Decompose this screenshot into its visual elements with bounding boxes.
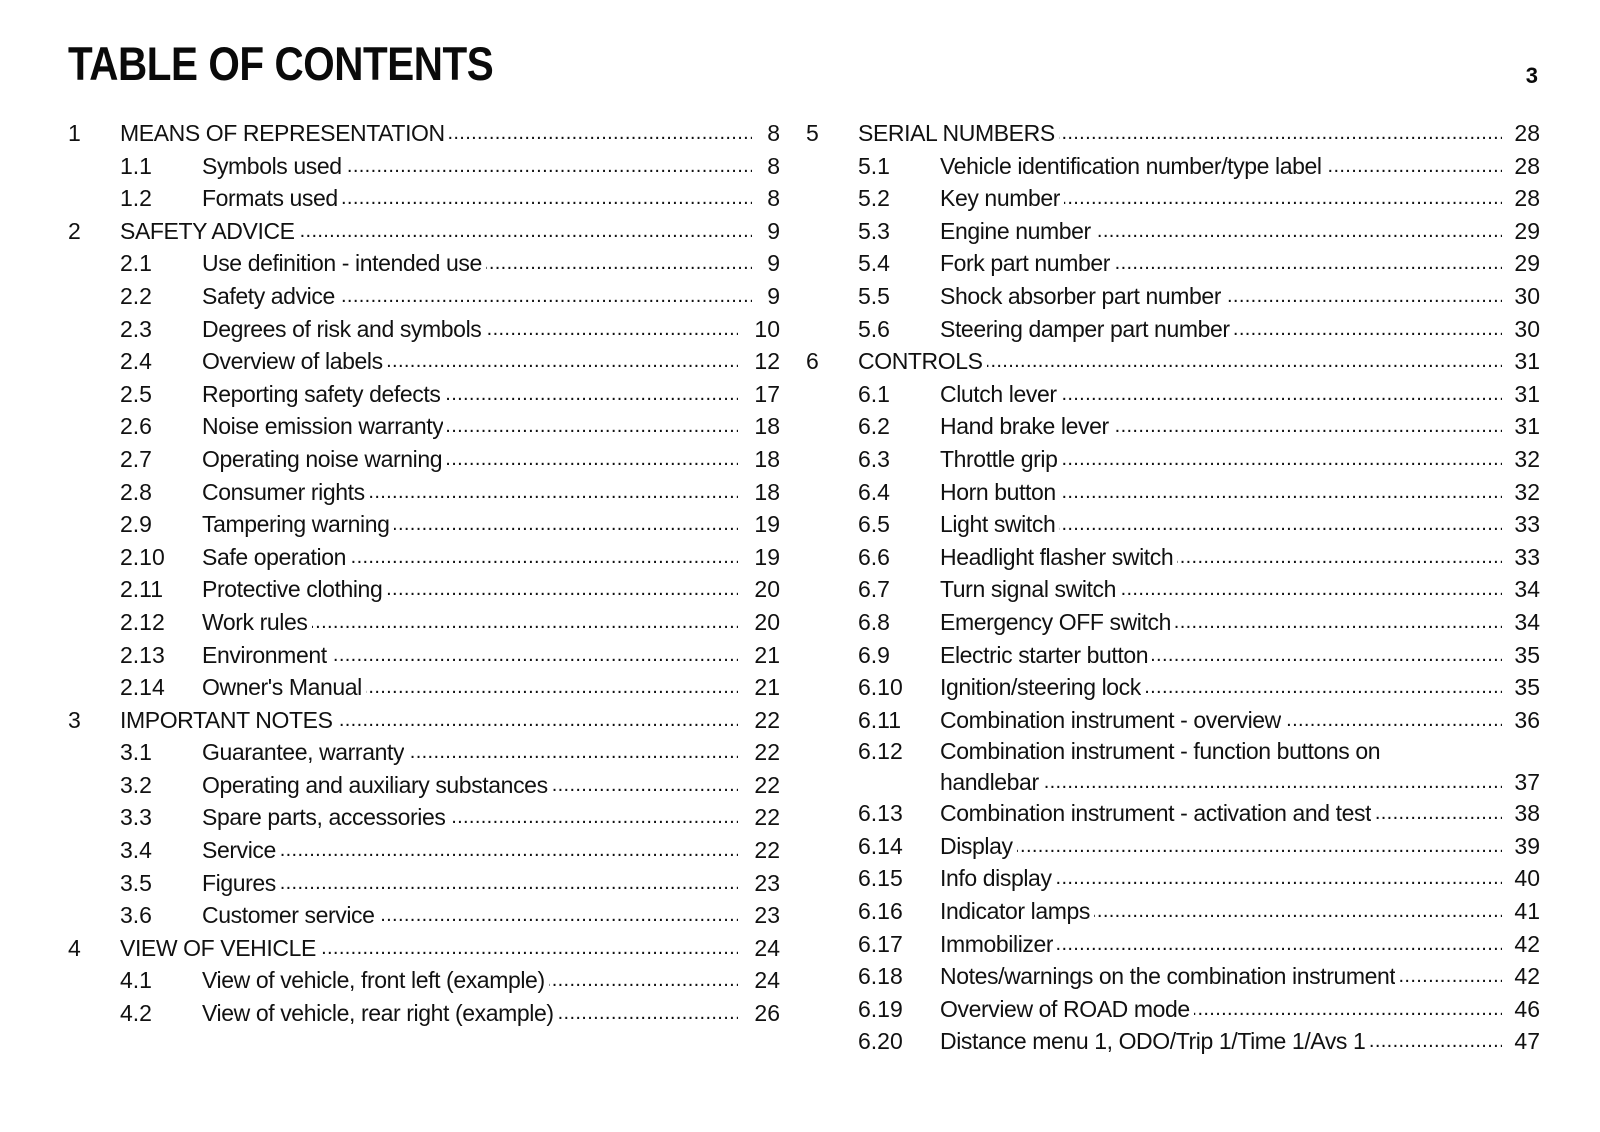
toc-entry-3-3[interactable] (68, 801, 780, 834)
dot-leader (1056, 862, 1502, 895)
page-ref: 46 (1514, 995, 1540, 1022)
section-title: SERIAL NUMBERS (858, 120, 1055, 146)
page-ref: 33 (1514, 511, 1540, 538)
dot-leader (386, 573, 738, 606)
page-ref: 8 (767, 185, 780, 212)
section-number: 3 (68, 706, 81, 733)
section-title: Light switch (940, 511, 1056, 538)
toc-entry-1-1[interactable] (68, 150, 780, 183)
toc-entry-3-4[interactable] (68, 834, 780, 867)
dot-leader (1225, 280, 1502, 313)
page-ref: 24 (754, 934, 780, 961)
dot-leader (1064, 182, 1502, 215)
section-title: Vehicle identification number/type label (940, 152, 1322, 179)
toc-entry-2-11[interactable] (68, 573, 780, 606)
section-title: Symbols used (202, 152, 342, 179)
section-title-continued: handlebar (940, 768, 1039, 795)
section-number: 2.5 (120, 380, 152, 407)
section-number: 6.18 (858, 963, 903, 990)
page-ref: 31 (1514, 380, 1540, 407)
section-number: 6.19 (858, 995, 903, 1022)
section-title: Horn button (940, 478, 1056, 505)
section-number: 2.14 (120, 674, 165, 701)
dot-leader (280, 867, 738, 900)
toc-entry-6-4[interactable] (806, 476, 1540, 509)
dot-leader (1062, 443, 1502, 476)
section-title: Engine number (940, 217, 1091, 244)
toc-entry-5-3[interactable] (806, 215, 1540, 248)
page-ref: 21 (754, 641, 780, 668)
toc-entry-6-18[interactable] (806, 960, 1540, 993)
dot-leader (1375, 797, 1502, 830)
dot-leader (1177, 541, 1502, 574)
toc-entry-3-2[interactable] (68, 769, 780, 802)
section-number: 3.5 (120, 869, 152, 896)
dot-leader (485, 313, 738, 346)
section-title: IMPORTANT NOTES (120, 706, 333, 733)
page-ref: 30 (1514, 315, 1540, 342)
toc-entry-5-2[interactable] (806, 182, 1540, 215)
section-number: 2.10 (120, 543, 165, 570)
toc-entry-5-1[interactable] (806, 150, 1540, 183)
toc-entry-6-17[interactable] (806, 928, 1540, 961)
section-title: Headlight flasher switch (940, 543, 1174, 570)
section-title: View of vehicle, front left (example) (202, 967, 545, 994)
dot-leader (1152, 639, 1502, 672)
dot-leader (1234, 313, 1502, 346)
page-ref: 39 (1514, 832, 1540, 859)
page-ref: 9 (767, 217, 780, 244)
section-title: Immobilizer (940, 930, 1054, 957)
section-title: Environment (202, 641, 327, 668)
page-ref: 29 (1514, 250, 1540, 277)
toc-entry-2-7[interactable] (68, 443, 780, 476)
section-number: 6.17 (858, 930, 903, 957)
dot-leader (1399, 960, 1502, 993)
section-title: Figures (202, 869, 276, 896)
page-ref: 40 (1514, 865, 1540, 892)
page-ref: 35 (1514, 674, 1540, 701)
toc-right-column (806, 117, 1540, 1058)
page-ref: 17 (754, 380, 780, 407)
section-number: 5.3 (858, 217, 890, 244)
page-ref: 28 (1514, 152, 1540, 179)
section-number: 2.13 (120, 641, 165, 668)
section-number: 6.1 (858, 380, 890, 407)
dot-leader (450, 801, 738, 834)
dot-leader (446, 443, 738, 476)
toc-entry-2-2[interactable] (68, 280, 780, 313)
page-ref: 41 (1514, 898, 1540, 925)
dot-leader (379, 899, 738, 932)
toc-entry-6-3[interactable] (806, 443, 1540, 476)
section-title: Operating and auxiliary substances (202, 771, 548, 798)
toc-entry-6-12[interactable] (806, 736, 1540, 797)
toc-left-column (68, 117, 780, 1030)
section-title: Overview of labels (202, 348, 383, 375)
dot-leader (444, 378, 738, 411)
section-title: Overview of ROAD mode (940, 995, 1190, 1022)
page-ref: 9 (767, 250, 780, 277)
toc-entry-4-1[interactable] (68, 964, 780, 997)
section-number: 5.2 (858, 185, 890, 212)
page-ref: 12 (754, 348, 780, 375)
dot-leader (337, 704, 738, 737)
dot-leader (369, 476, 738, 509)
section-title: Safety advice (202, 282, 335, 309)
section-number: 6.8 (858, 608, 890, 635)
toc-entry-5-5[interactable] (806, 280, 1540, 313)
dot-leader (1326, 150, 1502, 183)
section-number: 2.2 (120, 282, 152, 309)
toc-entry-1[interactable] (68, 117, 780, 150)
section-number: 6.4 (858, 478, 890, 505)
dot-leader (1057, 928, 1502, 961)
section-number: 6.14 (858, 832, 903, 859)
section-title: Combination instrument - activation and test (940, 800, 1372, 827)
section-title: CONTROLS (858, 348, 983, 375)
dot-leader (299, 215, 752, 248)
section-number: 2.3 (120, 315, 152, 342)
page-ref: 23 (754, 902, 780, 929)
toc-entry-2-14[interactable] (68, 671, 780, 704)
section-number: 4.1 (120, 967, 152, 994)
dot-leader (312, 606, 739, 639)
toc-entry-4-2[interactable] (68, 997, 780, 1030)
toc-entry-3[interactable] (68, 704, 780, 737)
dot-leader (1175, 606, 1502, 639)
page-ref: 37 (1514, 768, 1540, 795)
dot-leader (1017, 830, 1502, 863)
section-title: View of vehicle, rear right (example) (202, 1000, 554, 1027)
dot-leader (486, 247, 752, 280)
section-number: 6.3 (858, 445, 890, 472)
section-title: Service (202, 837, 276, 864)
page-ref: 22 (754, 706, 780, 733)
section-title: Consumer rights (202, 478, 365, 505)
section-title: Combination instrument - overview (940, 706, 1281, 733)
section-number: 2.8 (120, 478, 152, 505)
toc-entry-2-4[interactable] (68, 345, 780, 378)
section-number: 6.6 (858, 543, 890, 570)
section-number: 6 (806, 348, 819, 375)
page-ref: 42 (1514, 930, 1540, 957)
section-title: Fork part number (940, 250, 1110, 277)
page-ref: 32 (1514, 478, 1540, 505)
dot-leader (1120, 573, 1502, 606)
toc-entry-5[interactable] (806, 117, 1540, 150)
toc-entry-2-10[interactable] (68, 541, 780, 574)
page-ref: 19 (754, 511, 780, 538)
dot-leader (1061, 378, 1502, 411)
page-ref: 20 (754, 576, 780, 603)
section-number: 2.9 (120, 511, 152, 538)
section-title: Spare parts, accessories (202, 804, 446, 831)
page-ref: 34 (1514, 576, 1540, 603)
section-number: 3.1 (120, 739, 152, 766)
dot-leader (1369, 1025, 1502, 1058)
page-ref: 9 (767, 282, 780, 309)
section-number: 6.15 (858, 865, 903, 892)
page-ref: 28 (1514, 185, 1540, 212)
page-ref: 8 (767, 120, 780, 146)
section-number: 3.4 (120, 837, 152, 864)
page-ref: 31 (1514, 413, 1540, 440)
dot-leader (1113, 410, 1502, 443)
page-ref: 10 (754, 315, 780, 342)
toc-entry-3-6[interactable] (68, 899, 780, 932)
toc-entry-6-20[interactable] (806, 1025, 1540, 1058)
section-number: 2.1 (120, 250, 152, 277)
dot-leader (987, 345, 1502, 378)
dot-leader (1194, 993, 1502, 1026)
section-number: 5 (806, 120, 819, 146)
section-title: Guarantee, warranty (202, 739, 405, 766)
section-number: 6.11 (858, 706, 902, 733)
section-number: 6.10 (858, 674, 903, 701)
dot-leader (1059, 508, 1502, 541)
toc-entry-6-9[interactable] (806, 639, 1540, 672)
section-number: 5.4 (858, 250, 890, 277)
page-ref: 34 (1514, 608, 1540, 635)
section-number: 6.9 (858, 641, 890, 668)
toc-entry-6-6[interactable] (806, 541, 1540, 574)
page-ref: 23 (754, 869, 780, 896)
dot-leader (280, 834, 738, 867)
section-title: Steering damper part number (940, 315, 1230, 342)
dot-leader (1043, 767, 1502, 798)
dot-leader (366, 671, 738, 704)
section-number: 6.13 (858, 800, 903, 827)
dot-leader (339, 280, 752, 313)
page-ref: 24 (754, 967, 780, 994)
dot-leader (1114, 247, 1502, 280)
toc-entry-6-7[interactable] (806, 573, 1540, 606)
section-title: Tampering warning (202, 511, 390, 538)
section-number: 6.2 (858, 413, 890, 440)
toc-entry-2-12[interactable] (68, 606, 780, 639)
section-number: 2.6 (120, 413, 152, 440)
section-title: VIEW OF VEHICLE (120, 934, 316, 961)
toc-entry-6-11[interactable] (806, 704, 1540, 737)
toc-entry-6-5[interactable] (806, 508, 1540, 541)
section-number: 3.6 (120, 902, 152, 929)
section-title: Indicator lamps (940, 898, 1090, 925)
toc-entry-5-4[interactable] (806, 247, 1540, 280)
section-number: 2.4 (120, 348, 152, 375)
section-number: 6.20 (858, 1028, 903, 1055)
section-title: Shock absorber part number (940, 282, 1222, 309)
toc-entry-6-13[interactable] (806, 797, 1540, 830)
page-ref: 22 (754, 771, 780, 798)
dot-leader (1145, 671, 1502, 704)
toc-entry-2-13[interactable] (68, 639, 780, 672)
toc-entry-2-8[interactable] (68, 476, 780, 509)
page-ref: 8 (767, 152, 780, 179)
toc-entry-1-2[interactable] (68, 182, 780, 215)
section-number: 6.16 (858, 898, 903, 925)
section-number: 2.12 (120, 608, 165, 635)
section-title: Key number (940, 185, 1061, 212)
section-title: Reporting safety defects (202, 380, 441, 407)
dot-leader (1095, 215, 1502, 248)
section-title: Notes/warnings on the combination instrument (940, 963, 1396, 990)
toc-entry-3-1[interactable] (68, 736, 780, 769)
dot-leader (350, 541, 738, 574)
toc-entry-3-5[interactable] (68, 867, 780, 900)
toc-entry-6-19[interactable] (806, 993, 1540, 1026)
page-ref: 31 (1514, 348, 1540, 375)
dot-leader (408, 736, 738, 769)
page-ref: 32 (1514, 445, 1540, 472)
dot-leader (1059, 117, 1502, 150)
page-ref: 21 (754, 674, 780, 701)
page-ref: 19 (754, 543, 780, 570)
section-number: 6.12 (858, 738, 903, 765)
dot-leader (447, 410, 738, 443)
section-number: 2 (68, 217, 81, 244)
section-title: Info display (940, 865, 1052, 892)
page-ref: 36 (1514, 706, 1540, 733)
section-number: 3.2 (120, 771, 152, 798)
toc-entry-6[interactable] (806, 345, 1540, 378)
toc-entry-2-9[interactable] (68, 508, 780, 541)
page-ref: 22 (754, 739, 780, 766)
section-title: Work rules (202, 608, 308, 635)
dot-leader (1060, 476, 1502, 509)
section-number: 2.11 (120, 576, 164, 603)
section-title: Safe operation (202, 543, 347, 570)
section-title: Emergency OFF switch (940, 608, 1171, 635)
page-ref: 18 (754, 445, 780, 472)
page-number: 3 (1525, 63, 1538, 88)
section-number: 1.1 (120, 152, 152, 179)
section-number: 1 (68, 120, 81, 146)
page-ref: 33 (1514, 543, 1540, 570)
toc-entry-6-2[interactable] (806, 410, 1540, 443)
section-title: Customer service (202, 902, 375, 929)
page-ref: 38 (1514, 800, 1540, 827)
dot-leader (552, 769, 738, 802)
toc-entry-6-10[interactable] (806, 671, 1540, 704)
page-ref: 42 (1514, 963, 1540, 990)
page-ref: 20 (754, 608, 780, 635)
section-number: 4.2 (120, 1000, 152, 1027)
toc-entry-2-5[interactable] (68, 378, 780, 411)
section-title: Operating noise warning (202, 445, 443, 472)
section-title: Ignition/steering lock (940, 674, 1141, 701)
dot-leader (558, 997, 738, 1030)
page-ref: 18 (754, 478, 780, 505)
section-title: Turn signal switch (940, 576, 1117, 603)
section-number: 6.7 (858, 576, 890, 603)
toc-entry-6-14[interactable] (806, 830, 1540, 863)
dot-leader (342, 182, 752, 215)
toc-entry-6-16[interactable] (806, 895, 1540, 928)
section-number: 3.3 (120, 804, 152, 831)
toc-entry-6-8[interactable] (806, 606, 1540, 639)
dot-leader (549, 964, 738, 997)
dot-leader (1094, 895, 1502, 928)
toc-entry-2-6[interactable] (68, 410, 780, 443)
section-title: SAFETY ADVICE (120, 217, 295, 244)
page-ref: 28 (1514, 120, 1540, 146)
toc-entry-4[interactable] (68, 932, 780, 965)
section-title: Hand brake lever (940, 413, 1109, 440)
section-title: Clutch lever (940, 380, 1057, 407)
dot-leader (346, 150, 752, 183)
toc-entry-2-1[interactable] (68, 247, 780, 280)
toc-entry-6-15[interactable] (806, 862, 1540, 895)
toc-entry-2[interactable] (68, 215, 780, 248)
section-number: 4 (68, 934, 81, 961)
page-ref: 22 (754, 804, 780, 831)
section-number: 5.1 (858, 152, 890, 179)
section-title: MEANS OF REPRESENTATION (120, 120, 445, 146)
section-title: Display (940, 832, 1013, 859)
dot-leader (387, 345, 738, 378)
page-ref: 30 (1514, 282, 1540, 309)
section-number: 5.6 (858, 315, 890, 342)
section-title: Combination instrument - function buttons on (940, 738, 1381, 765)
section-number: 2.7 (120, 445, 152, 472)
page-ref: 18 (754, 413, 780, 440)
section-title: Degrees of risk and symbols (202, 315, 482, 342)
dot-leader (331, 639, 738, 672)
section-title: Owner's Manual (202, 674, 362, 701)
section-title: Protective clothing (202, 576, 383, 603)
dot-leader (449, 117, 752, 150)
section-title: Noise emission warranty (202, 413, 444, 440)
section-title: Use definition - intended use (202, 250, 482, 277)
section-title: Formats used (202, 185, 338, 212)
dot-leader (320, 932, 738, 965)
dot-leader (394, 508, 738, 541)
section-title: Throttle grip (940, 445, 1058, 472)
page-ref: 22 (754, 837, 780, 864)
page-title: TABLE OF CONTENTS (68, 37, 494, 90)
dot-leader (1285, 704, 1502, 737)
page-ref: 29 (1514, 217, 1540, 244)
page-ref: 47 (1514, 1028, 1540, 1055)
section-number: 5.5 (858, 282, 890, 309)
toc-entry-6-1[interactable] (806, 378, 1540, 411)
toc-entry-5-6[interactable] (806, 313, 1540, 346)
section-title: Distance menu 1, ODO/Trip 1/Time 1/Avs 1 (940, 1028, 1366, 1055)
section-number: 6.5 (858, 511, 890, 538)
section-number: 1.2 (120, 185, 152, 212)
section-title: Electric starter button (940, 641, 1149, 668)
toc-entry-2-3[interactable] (68, 313, 780, 346)
page-ref: 35 (1514, 641, 1540, 668)
page-ref: 26 (754, 1000, 780, 1027)
